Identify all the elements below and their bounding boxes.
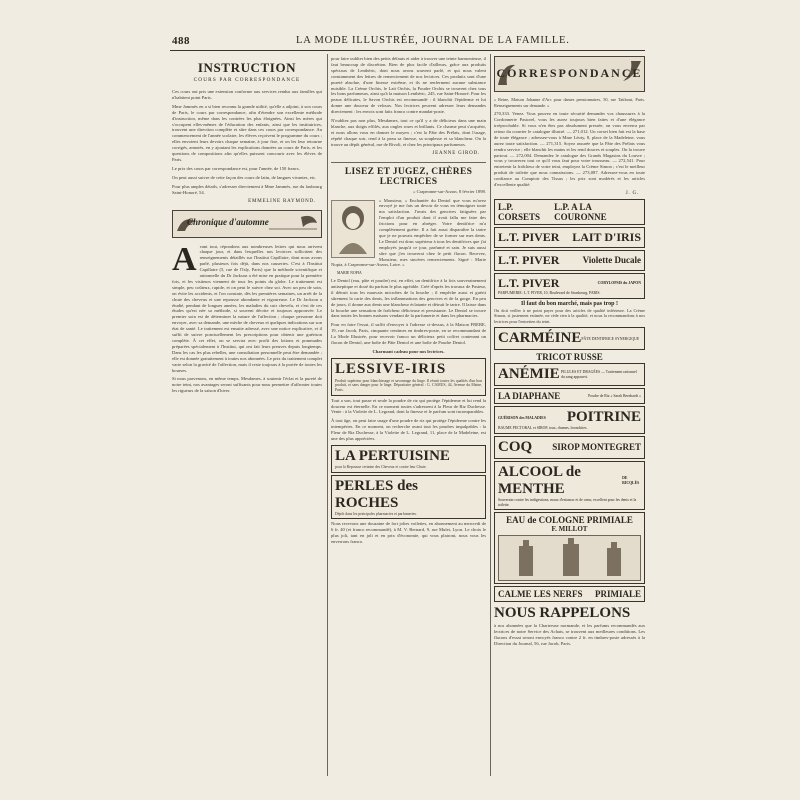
ad-line: PARFUMERIE: L.T. PIVER, 10, Boulevard de Strasbourg, PARIS.	[498, 290, 601, 295]
chronique-text: vant tout, répondons aux nombreuses lettres qui nous arrivent chaque jour, et dans lesquelles nos lectrices sollicitent des renseignements détaillés sur l'Institut Capillaire, dont nous avons parlé, plusieurs fois déjà, dans nos causeries. C'est à l'Institut Capillaire (5, rue de l'Isly, Paris) que la méthode scientifique et rationnelle du Dr Jackson a été mise en pratique pour la première fois, et les visiteurs viennent de tous les points du globe. Le traitement est simple, peu coûteux, rapide, et on peut le suivre chez soi. Avec un peu de soin, on évite les accidents, et l'on constate, dès les premières semaines, un arrêt de la chute des cheveux et une repousse abondante et vigoureuse. Le Dr Jackson a étudié, pendant de longues années, les maladies du cuir chevelu, et c'est de ces études qu'est née sa méthode, si souvent décrite et toujours approuvée. Le premier soin est de déterminer la nature de l'affection ; chaque personne doit envoyer, avec sa demande, une mèche de cheveux et quelques indications sur son état de santé. Le traitement est ensuite adressé, avec une notice explicative, et il suffit de suivre ponctuellement les prescriptions pour obtenir une guérison complète. À cet effet, on se servira avec profit des lotions et pommades préparées spécialement à l'Institut, qui ont fait leurs preuves depuis longtemps. Dans les cas les plus rebelles, une consultation personnelle peut être demandée ; elle est donnée gratuitement à toutes nos abonnées. Le prix du traitement complet varie selon la gravité de l'affection, mais il reste toujours à la portée de toutes les bourses.	[172, 243, 322, 373]
ad-text: On doit veiller à ne point payer pour des articles de qualité inférieure. La Crème Simon, si justement estimée, ne cède rien à la qualité, et nous la recommandons à nos lectrices pour l'entretien du teint.	[494, 307, 645, 324]
correspondance-banner	[494, 56, 645, 92]
correspondance-title: CORRESPONDANCE	[496, 66, 643, 80]
paragraph: Nous recevons une douzaine de fort jolies voilettes, en abonnement au mercredi de 6 fr. 40 (et franco recommandé), à M. V. Bernard, 9, rue Mulet, Lyon. Le choix le plus joli, tant en joli et en prix d'économie, qui vous plairont, nous vous les enverrons franco.	[331, 521, 486, 544]
ad-brand: L.T. PIVER	[498, 252, 560, 267]
header-rule	[170, 50, 645, 51]
ad-text: Poudre de Riz « Sarah Bernhardt »	[588, 394, 641, 399]
paragraph: Tout a son, tout passe et seule la poudre de riz qui protège l'épiderme et lui rend la douceur est éternelle. En ce moment toutes s'adressent à la Fleur de Riz Duchesse. Vente : à la Violette de L. Legrand, dont la finesse et le parfum sont incomparables.	[331, 397, 486, 415]
pertuisine-text: pour la Repousse certaine des Cheveux et contre leur Chute.	[335, 464, 427, 469]
signature: JEANNE GIROD.	[432, 150, 480, 156]
ad-brand: COQ	[498, 438, 533, 455]
page-number: 488	[172, 35, 190, 47]
ad-text: PRIMIALE	[594, 589, 641, 600]
letter-text: « Monsieur, « Enchantée du Dentol que vous m'avez envoyé je me fais un devoir de vous en témoigner toute ma satisfaction. J'avais des gencives fatiguées par l'emploi d'un produit dont il avait fallu me faire des frictions pour en abréger. Votre dentifrice m'a complètement guérie. Il a fait aussi disparaître la tartre que je ne pouvais empêcher de se former sur mes dents. Le Dentol est donc supérieur à tous les dentifrices que j'ai employés jusqu'à ce jour, parfumé et sain. Je suis aussi sûre que j'en trouverai chez le petit flacon. Recevez, Monsieur, mes sincères remerciements. Signé : Marie Nopia, à Crapeonne-sur-Arzon, Loire. »	[331, 197, 486, 268]
paragraph: À tout âge, on peut faire usage d'une poudre de riz qui protège l'épiderme contre les intempéries. En ce moment, on recherche avant tout les poudres impalpables : la Fleur de Riz Duchesse, à la Violette de L. Legrand, 11, place de la Madeleine, est une des plus appréciées.	[331, 418, 486, 442]
perles-ad	[331, 475, 486, 520]
chronique-title: Chronique d'automne	[187, 216, 269, 227]
dentol-closing: Charmant cadeau pour nos lectrices.	[372, 348, 445, 354]
diaphane-ad	[494, 388, 645, 404]
calme-ad	[494, 586, 645, 602]
drop-cap: A	[172, 240, 197, 278]
portrait-image	[331, 200, 375, 258]
signature: EMMELINE RAYMOND.	[248, 198, 316, 204]
ad-text: DE RICQLÈS	[622, 476, 640, 485]
ad-product: LAIT D'IRIS	[572, 229, 641, 244]
column-divider	[490, 54, 491, 776]
ad-brand: ANÉMIE	[498, 366, 560, 383]
ad-brand: LA DIAPHANE	[498, 391, 561, 402]
column-middle	[331, 56, 486, 548]
journal-title: LA MODE ILLUSTRÉE, JOURNAL DE LA FAMILLE.	[296, 35, 570, 46]
ad-brand: POITRINE	[566, 409, 641, 426]
ad-text: F. MILLOT	[551, 525, 588, 534]
perles-text: Dépôt dans les principales pharmacies et parfumeries.	[335, 511, 417, 516]
signature: J. G.	[625, 190, 639, 196]
perles-title: PERLES des ROCHES	[335, 477, 418, 511]
lessive-ad	[331, 358, 486, 396]
ad-product: SIROP MONTEGRET	[552, 442, 641, 453]
paragraph: On peut aussi suivre de cette façon des cours de latin, de langues vivantes, etc.	[172, 174, 317, 180]
portrait-caption: MARIE NOPIA	[337, 271, 362, 276]
pertuisine-title: LA PERTUISINE	[335, 447, 450, 464]
ad-brand: CALME LES NERFS	[498, 589, 583, 600]
paragraph: Le prix des cours par correspondance est, pour l'année, de 150 francs.	[172, 165, 300, 171]
divider	[331, 162, 486, 163]
ad-brand: L.T. PIVER	[498, 229, 560, 244]
rappelons-title: NOUS RAPPELONS	[494, 605, 631, 622]
portrait-icon	[333, 202, 373, 256]
poitrine-ad	[494, 406, 645, 434]
bottles-image	[498, 535, 641, 581]
rappelons-text: à nos abonnées que la Chartreuse normande, et les parfums recommandés aux lectrices de notre Service des Achats, se trouvent aux meilleures conditions. Les flacons d'essai seront envoyés franco contre 2 fr. en timbres-poste adressés à la Direction du Journal, 56, rue Jacob, Paris.	[494, 623, 645, 646]
lessive-title: LESSIVE-IRIS	[335, 360, 447, 377]
ad-text: L.P. CORSETS	[498, 201, 541, 222]
corr-text: 270,333. Venez. Vous pouvez en toute sécurité demander vos chaussures à la Cordonnerie Pastorel, vous les aurez toujours bien faites et d'une élégance irréprochable. Si vous n'en êtes pas absolument pressée, on vous enverra par retour du courrier le catalogue illustré. — 271,012. Un corset bien fait est la base de toute élégance ; adressez-vous à Mme Léoty, 8, place de la Madeleine, vous aurez toute satisfaction. — 271,315. Soyez assurée que la Pâte des Prélats vous rendra service ; elle blanchit les mains et les rend douces et souples. On la trouve partout. — 272,004. Demandez le catalogue des Grands Magasins du Louvre ; vous y trouverez tout ce qu'il vous faut pour votre trousseau. — 272,541. Pour entretenir la fraîcheur de votre teint, employez la Crème Simon ; c'est le meilleur produit de toilette que nous connaissions. — 273,087. Adressez-vous en toute confiance au Comptoir des Tissus ; les prix sont modérés et les articles d'excellente qualité.	[494, 111, 645, 188]
ad-text: GUÉRISON des MALADIES	[498, 415, 546, 420]
column-divider	[327, 54, 328, 776]
corsets-ad	[494, 199, 645, 225]
carmeine-ad	[494, 327, 645, 350]
anemie-ad	[494, 363, 645, 386]
paragraph: Mme Jammès en a si bien reconnu la grande utilité, qu'elle a adjoint, à son cours de Paris, le cours par correspondance, afin d'étendre son excellente méthode d'instruction, même dans les contrées les plus éloignées. Ainsi les mères qui s'occupent elles-mêmes de l'éducation des enfants, ainsi que les institutrices, trouvent une direction complète et sûre dans ces cours par correspondance. Au commencement de l'année scolaire, les élèves reçoivent le programme du cours ; elles envoient leurs devoirs chaque semaine, à jour fixe, et on les leur retourne corrigés, annotés, en y ajoutant les explications données au cours de Paris, et les questions de compositions afin qu'elles puissent concourir avec les élèves de Paris.	[172, 103, 322, 162]
paragraph: pour faire oublier bien des petits défauts et aider à trouver une teinte harmonieuse, il faut beaucoup de discrétion. Rien de plus facile d'ailleurs, grâce aux produits spéciaux de Lenthéric, dont nous avons souvent parlé, et qui nous valent constamment des lettres de remerciement de nos lectrices. Ces produits sont d'une pureté absolue, d'une finesse extrême, et ils ne renferment aucune substance nuisible. La Crème Orchis, le Lait Orchis, la Poudre Orchis se trouvent chez tous les bons parfumeurs, ainsi qu'à la maison Lenthéric, 245, rue Saint-Honoré. Pour les peaux délicates, le Savon Orchis est recommandé : il blanchit l'épiderme et lui donne une douceur de velours. Nos lectrices peuvent adresser leurs demandes directement : les envois sont faits franco contre mandat-poste.	[331, 56, 486, 115]
ad-text: L.P. A LA COURONNE	[554, 201, 607, 222]
ad-brand: CARMÉINE	[498, 330, 582, 347]
ad-text: Souverain contre les indigestions, maux d'estomac et de cœur, excellent pour les dents et la toilette.	[498, 497, 637, 507]
letter-place: « Crapeonne-sur-Arzon, 8 février 1898.	[413, 188, 486, 194]
piver-ad	[494, 273, 645, 299]
paragraph: Pour plus amples détails, s'adresser directement à Mme Jammès, rue du faubourg Saint-Honoré, 54.	[172, 183, 322, 195]
chronique-banner	[172, 210, 322, 238]
column-left	[172, 56, 322, 397]
instruction-subtitle: COURS PAR CORRESPONDANCE	[193, 77, 301, 83]
ad-brand: L.T. PIVER	[498, 275, 560, 290]
ad-text: PILULES ET DRAGÉES — Traitement rationnel du sang appauvri.	[561, 370, 637, 379]
piver-ad	[494, 227, 645, 248]
instruction-title: INSTRUCTION	[197, 60, 297, 75]
corr-intro: « Reine, Maison Johanne d'Arc pour dames pensionnaires, 50, rue Taitbout, Paris. Renseignements sur demande. »	[494, 97, 645, 108]
alcool-ad	[494, 461, 645, 510]
coq-ad	[494, 436, 645, 459]
column-right	[494, 56, 645, 650]
paragraph: N'oubliez pas non plus, Mesdames, tout ce qu'il y a de délicieux dans une main blanche, aux doigts effilés, aux ongles roses et brillants. Ce charme peut s'acquérir, et nous allons vous en donner le moyen ; c'est la Pâte des Prélats, dont l'usage, répété chaque soir, rend à la peau sa finesse, sa souplesse et sa blancheur. On la trouve au dépôt général, rue de Rivoli, et chez les principaux parfumeurs.	[331, 118, 486, 147]
ad-text: PÂTE DENTIFRICE SYNERGIQUE	[581, 336, 640, 341]
tricot-ad: TRICOT RUSSE	[536, 352, 603, 363]
paragraph: Ces cours ont pris une extension conforme aux services rendus aux familles qui n'habitent point Paris.	[172, 89, 322, 100]
dentol-text: Le Dentol (eau, pâte et poudre) est, en effet, un dentifrice à la fois souverainement antiseptique et doué du parfum le plus agréable. Créé d'après les travaux de Pasteur, il détruit tous les mauvais microbes de la bouche ; il empêche aussi et guérit sûrement la carie des dents, les inflammations des gencives et de la gorge. En peu de jours, il donne aux dents une blancheur éclatante et détruit le tartre. Il laisse dans la bouche une sensation de fraîcheur délicieuse et persistante. Le Dentol se trouve dans toutes les bonnes maisons vendant de la parfumerie et dans les pharmacies.	[331, 277, 486, 319]
lisez-title: LISEZ ET JUGEZ, CHÈRES LECTRICES	[344, 166, 473, 187]
lessive-text: Produit supérieur pour blanchissage et savonnage du linge. Il réunit toutes les qualités d'un bon produit, et sans danger pour le linge. Dépositaire général : G. CAMUS, 44, Avenue du Maine, Paris.	[335, 378, 482, 393]
ad-headline: Il faut du bon marché, mais pas trop !	[521, 300, 618, 307]
piver-ad	[494, 250, 645, 271]
ad-product: Violette Ducale	[582, 255, 641, 266]
dentol-offer: Pour en faire l'essai, il suffit d'envoyer à l'adresse ci-dessus, à la Maison FRERE, 19, rue Jacob, Paris, cinquante centimes en timbres-poste, en se recommandant de La Mode Illustrée, pour recevoir franco un délicieux petit coffret contenant un flacon de Dentol, une boîte de Pâte Dentol et une boîte de Poudre Dentol.	[331, 322, 486, 346]
ad-text: BAUME PECTORAL et SIROP, toux, rhumes, bronchites.	[498, 426, 588, 431]
ad-brand: ALCOOL de MENTHE	[498, 463, 581, 497]
cologne-ad	[494, 512, 645, 584]
ad-brand: EAU de COLOGNE PRIMIALE	[506, 515, 633, 526]
ad-product: CORYLOPSIS du JAPON	[597, 281, 641, 286]
pertuisine-ad	[331, 445, 486, 473]
bottles-icon	[499, 536, 642, 580]
chronique-text: Si nous parvenons, en même temps, Mesdames, à soutenir l'éclat et la pureté de notre teint, nos avantages seront suffisants pour nous permettre d'affronter toutes les rigueurs de la saison d'hiver.	[172, 376, 322, 394]
